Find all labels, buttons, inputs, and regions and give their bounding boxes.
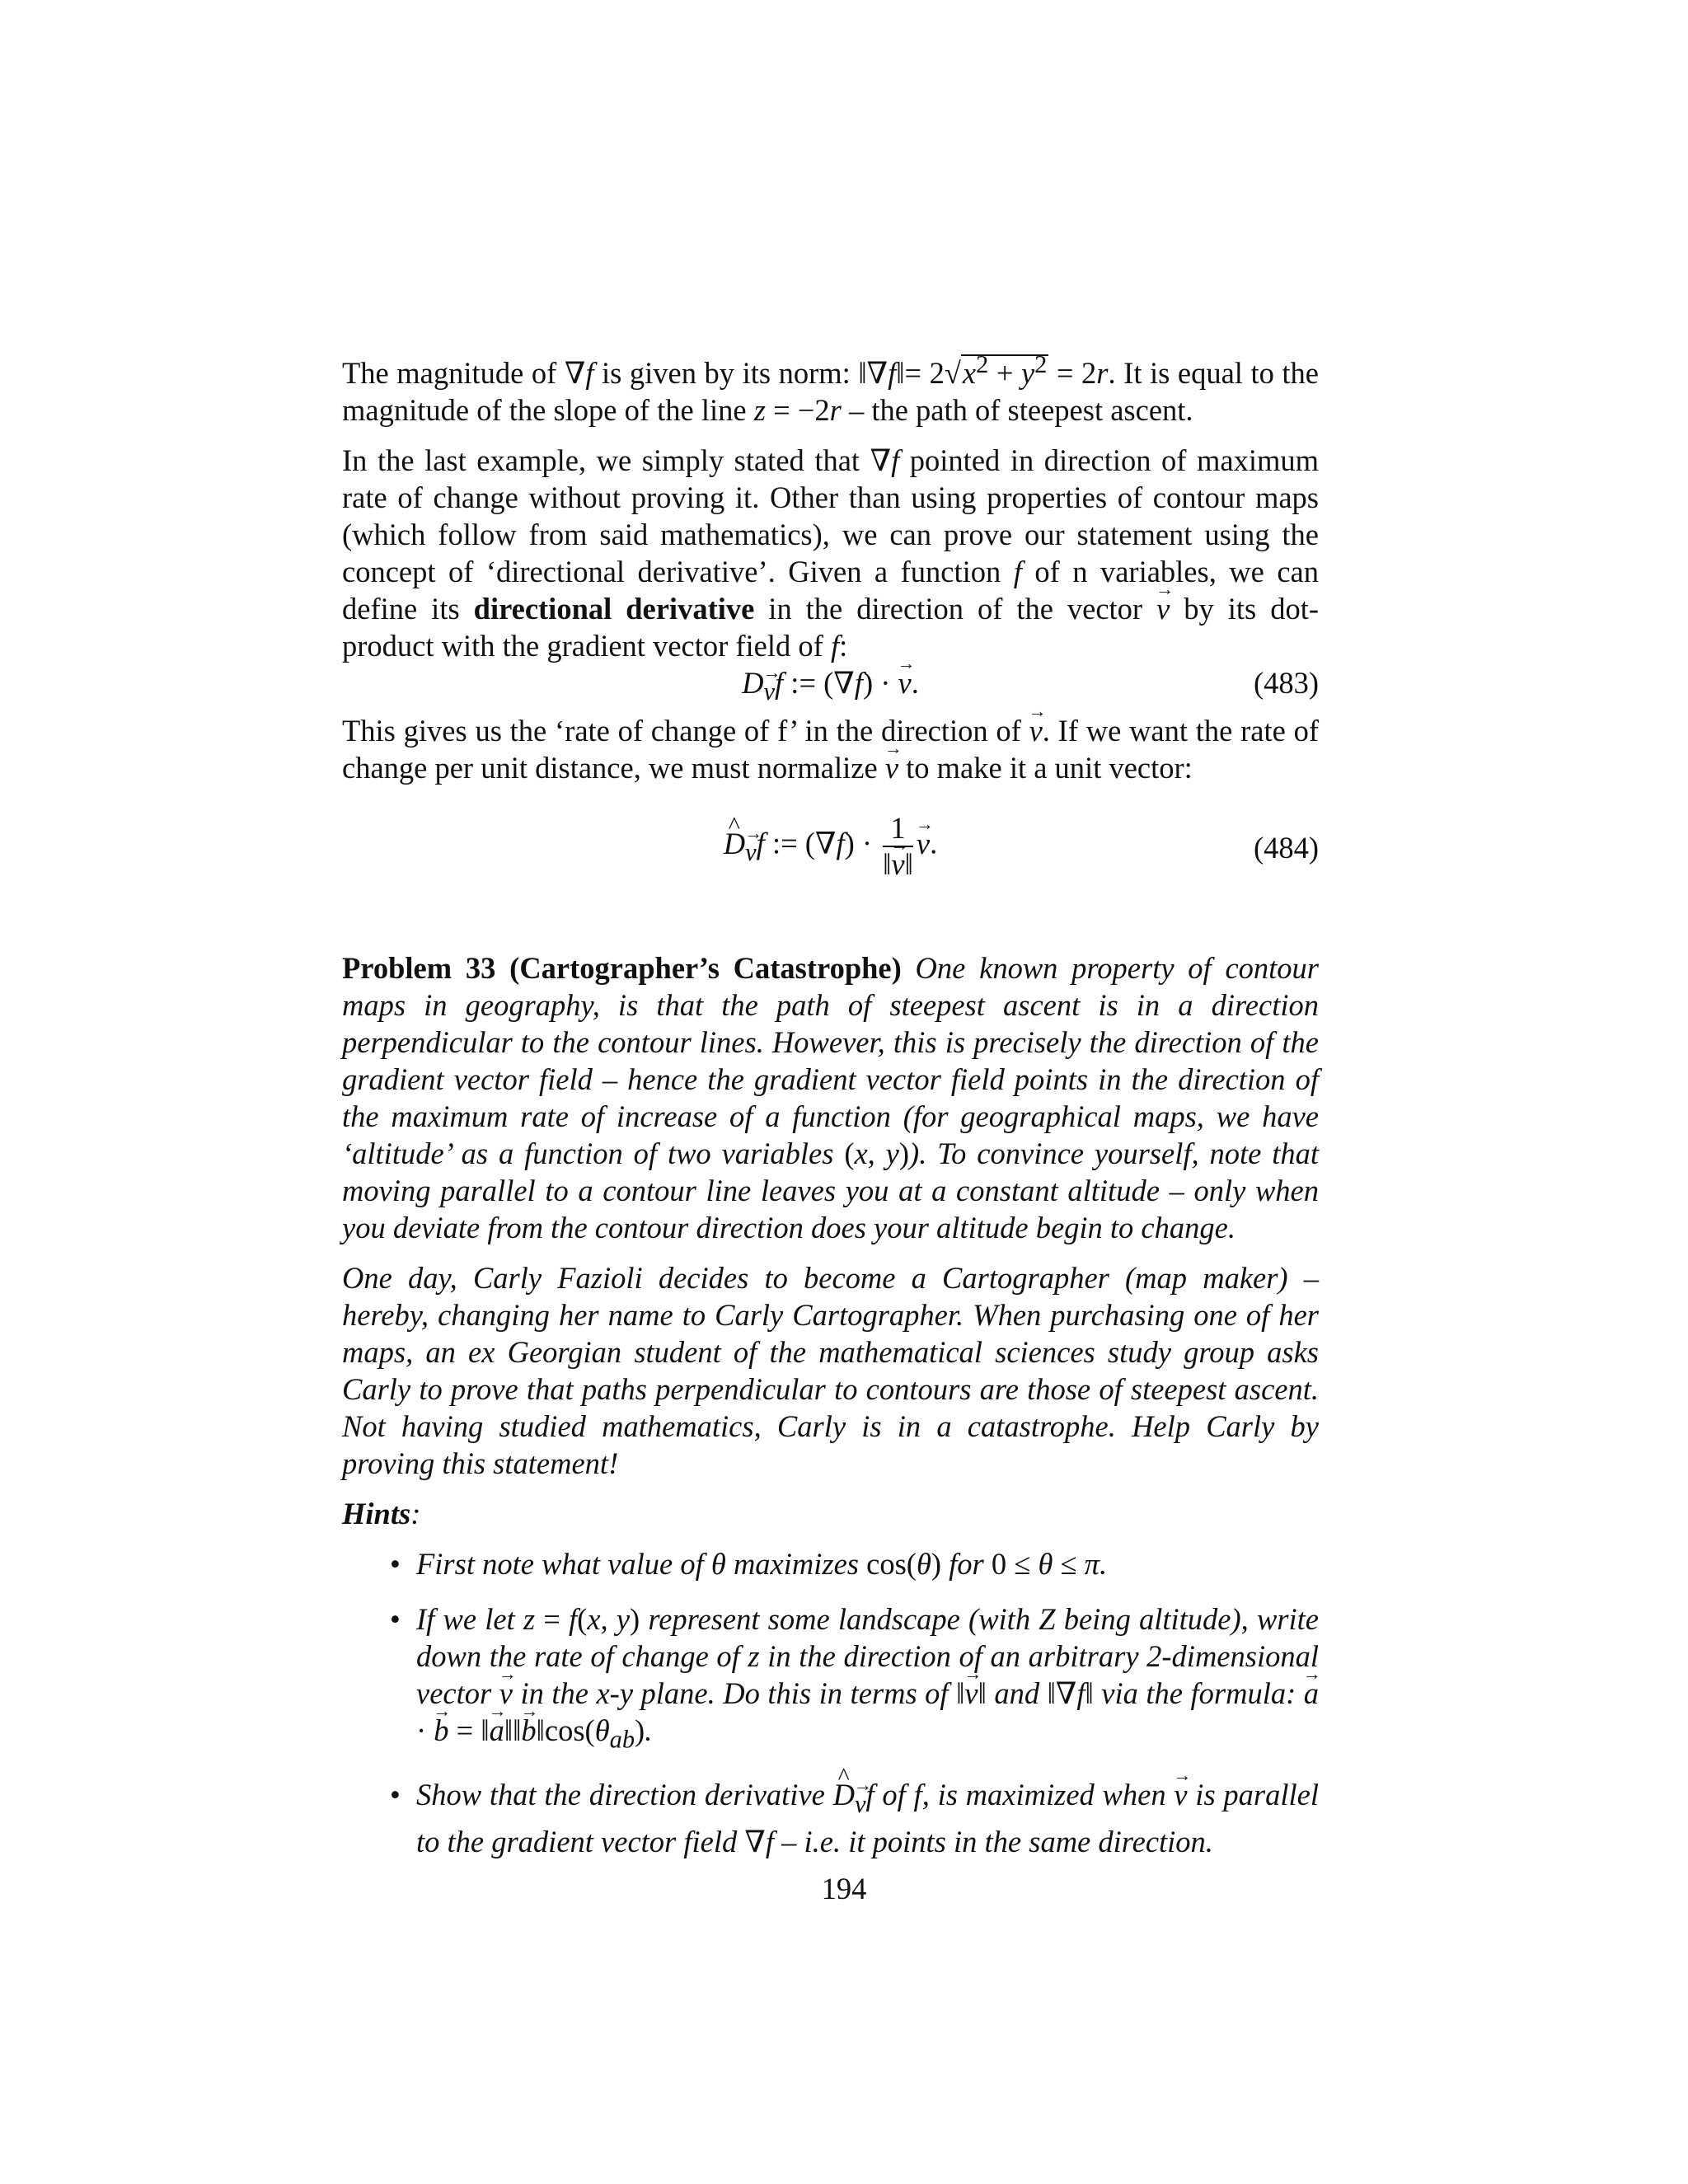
text: of [874,1778,914,1812]
paragraph-gradient-magnitude: The magnitude of ∇f is given by its norm: ‖∇f‖= $2√x^2 + y^2 = 2r$. It is equal to the magnitude of the slope of the line z = −2r – the path of steepest ascent. [342,350,1319,428]
text: represent some landscape (with Z being altitude), write down the rate of change of z in the direction of an arbitrary 2-dimensional vector [416,1602,1319,1711]
text: . If we want the rate of change per unit distance, we must normalize [342,714,1319,785]
paragraph-normalize: This gives us the ‘rate of change of f’ in the direction of → v. If we want the rate of change per unit distance, we must normalize → v to make it a unit vector: [342,712,1319,786]
text: – i.e. it points in the same direction. [774,1824,1213,1858]
text: Hints [342,1497,411,1531]
text: pointed in direction of maximum rate of change without proving it. Other than using properties of contour maps (which follow from said mathematics), we can prove our statement using the concept of ‘directional derivative’. Given a function [342,443,1319,589]
hint-item: • Show that the direction derivative ^ D→ $_v$f of f, is maximized when → v is parallel to the gradient vector field ∇f – i.e. it points in the same direction. [416,1776,1319,1859]
equation-483: D→ $_v$f := (∇f) · → v. (483) [342,664,1319,705]
paragraph-directional-derivative: In the last example, we simply stated that ∇f pointed in direction of maximum rate of change without proving it. Other than using properties of contour maps (which follow from said mathematics), we can prove our statement using the concept of ‘directional derivative’. Given a function f of n variables, we can define its directional derivative in the direction of the vector → v by its dot-product with the gradient vector field of f: [342,442,1319,664]
hint-item: • First note what value of θ maximizes cos(θ) for 0 ≤ θ ≤ π. [416,1545,1319,1582]
text: One known property of contour maps in geography, is that the path of steepest ascent is in a direction perpendicular to the contour lines. However, this is precisely the direction of the gradient vector field – hence the gradient vector field points in the direction of the maximum rate of increase of a function (for geographical maps, we have ‘altitude’ as a function of two variables [342,951,1319,1171]
text: If we let [416,1602,523,1637]
text: : [410,1497,421,1531]
text: First note what value of [416,1547,711,1582]
text: to make it a unit vector: [898,751,1193,785]
text: , is maximized when [921,1778,1175,1812]
text: One day, Carly Fazioli decides to become a Cartographer (map maker) – hereby, changing her name to Carly Cartographer. When purchasing one of her maps, an ex Georgian student of the mathematical sciences study group asks Carly to prove that paths perpendicular to contours are those of steepest ascent. Not having studied mathematics, Carly is in a catastrophe. Help Carly by proving this statement! [342,1261,1319,1481]
equation-484: ^ D→ $_v$f := (∇f) · $\frac{1}{‖\to v‖}$ → v. (484) [342,803,1319,902]
text: of n variables, we can define its [342,555,1319,626]
hints-list [342,1545,1319,1860]
problem-story [342,1259,1319,1482]
text: . [1099,1547,1108,1582]
text: for [941,1547,992,1582]
text: by its dot-product with the gradient vector field of [342,592,1319,663]
text: ). To convince yourself, note that moving parallel to a contour line leaves you at a constant altitude – only when you deviate from the contour direction does your altitude begin to change. [342,1137,1320,1245]
text: . [645,1713,653,1748]
equation-number: (483) [1253,666,1319,701]
text: The magnitude of [342,356,565,391]
hint-item: • If we let z = f(x, y) represent some landscape (with Z being altitude), write down the rate of change of z in the direction of an arbitrary 2-dimensional vector → v in the x-y plane. Do this in terms of ‖→ v‖ and ‖∇f‖ via the formula: → a · → b = ‖→ a‖‖→ $b‖\cos(\theta_{ab})$. [416,1601,1319,1758]
equation-number: (484) [1253,831,1319,865]
problem-33: Problem 33 (Cartographer’s Catastrophe) One known property of contour maps in geography, is that the path of steepest ascent is in a direction perpendicular to the contour lines. However, this is precisely the direction of the gradient vector field – hence the gradient vector field points in the direction of the maximum rate of increase of a function (for geographical maps, we have ‘altitude’ as a function of two variables (x, y)). To convince yourself, note that moving parallel to a contour line leaves you at a constant altitude – only when you deviate from the contour direction does your altitude begin to change. [342,951,1320,1245]
text: and [986,1676,1048,1711]
problem-heading: Problem 33 (Cartographer’s Catastrophe) [342,951,902,986]
text: In the last example, we simply stated that [342,443,870,478]
text: via the formula: [1093,1676,1304,1711]
text: is given by its norm: [593,356,859,391]
page-content [342,346,1319,1860]
hints-heading [342,1495,1319,1532]
text: is parallel to the gradient vector field [416,1778,1319,1858]
bold-term: directional derivative [473,592,755,626]
text: Show that the direction derivative [416,1778,833,1812]
text: in the x-y plane. Do this in terms of [512,1676,957,1711]
text: . It is equal to the magnitude of the slope of the line [342,356,1319,428]
text: : [839,629,848,663]
text: – the path of steepest ascent. [841,393,1193,428]
page-number: 194 [821,1872,867,1905]
text: in the direction of the vector [754,592,1157,626]
text: This gives us the ‘rate of change of f’ in the direction of [342,714,1029,748]
text: maximizes [725,1547,867,1582]
